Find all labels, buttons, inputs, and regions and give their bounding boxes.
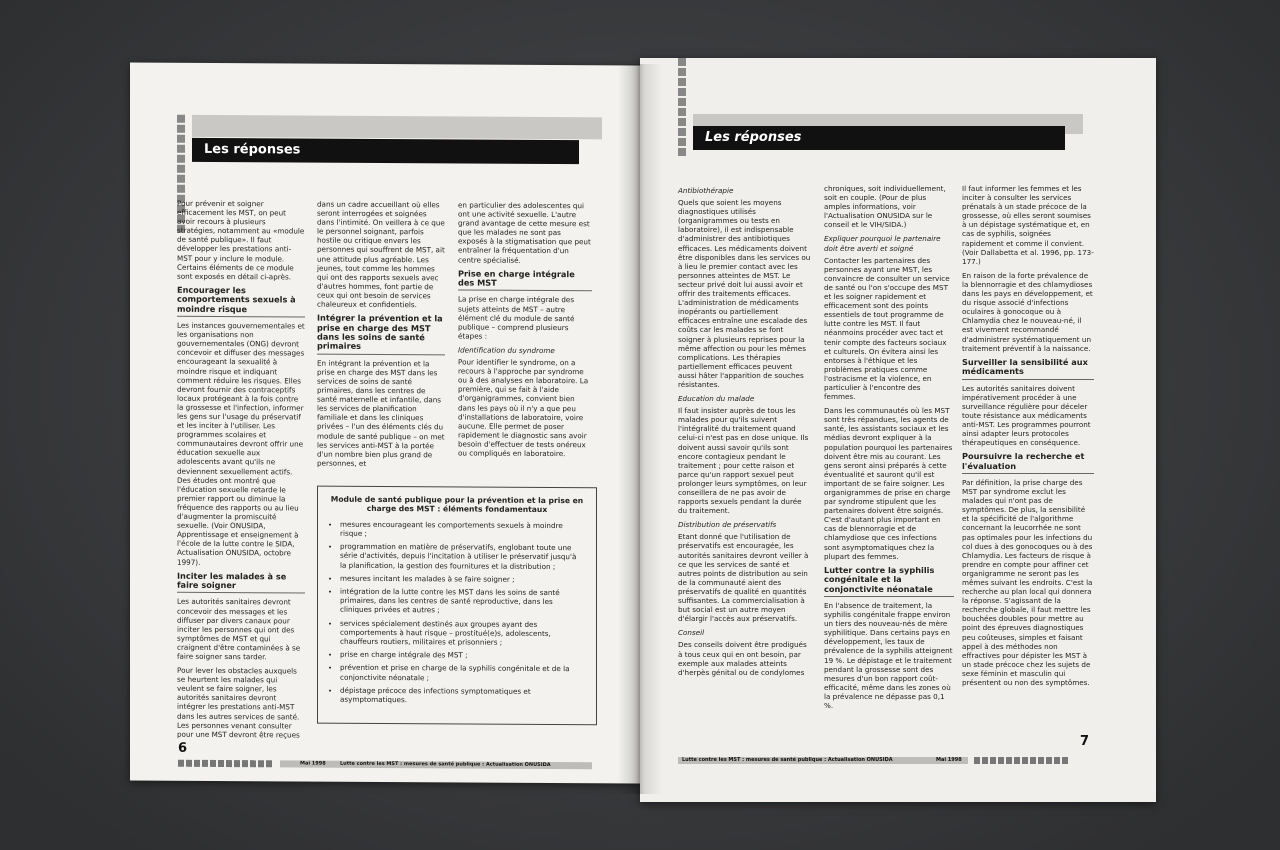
paragraph: Pour identifier le syndrome, on a recours à l'approche par syndrome ou à des analyses en laboratoire. La première, qui se fait à l'aide d'organigrammes, convient bien dans les pays où il n'y a que peu d'installations de laboratoire, voire aucune. Elle permet de poser rapidement le diagnostic sans avoir besoin d'effectuer de tests onéreux ou compliqués en laboratoire. bbox=[458, 357, 589, 459]
left-page bbox=[130, 62, 640, 783]
subheading: Education du malade bbox=[678, 394, 755, 404]
right-page bbox=[640, 58, 1156, 802]
page-number: 6 bbox=[178, 740, 188, 756]
left-col-3 bbox=[458, 200, 592, 463]
heading: Poursuivre la recherche et l'évaluation bbox=[962, 452, 1094, 474]
footer-date: Mai 1998 bbox=[936, 757, 962, 763]
section-header: Les réponses bbox=[192, 138, 579, 164]
heading: Prise en charge intégrale des MST bbox=[458, 269, 592, 292]
heading: Inciter les malades à se faire soigner bbox=[177, 571, 305, 594]
paragraph: Dans les communautés où les MST sont très répandues, les agents de santé, les assistants sociaux et les médias devront expliquer à la population pourquoi les partenaires doivent être mis au courant. Les gens seront ainsi préparés à cette éventualité et sauront qu'il est important de se faire soigner. Les organigrammes de prise en charge par syndrome stipulent que les partenaires doivent être soignés. C'est d'autant plus important en cas de blennorragie et de chlamydiose que ces infections sont asymptomatiques chez la plupart des femmes. bbox=[824, 406, 953, 561]
heading: Encourager les comportements sexuels à moindre risque bbox=[177, 286, 305, 318]
right-col-3 bbox=[962, 184, 1094, 692]
footer-title: Lutte contre les MST : mesures de santé publique : Actualisation ONUSIDA bbox=[340, 760, 551, 769]
heading: Lutter contre la syphilis congénitale et la conjonctivite néonatale bbox=[824, 566, 954, 597]
footer-squares bbox=[974, 757, 1068, 764]
paragraph: Pour lever les obstacles auxquels se heurtent les malades qui veulent se faire soigner, les autorités sanitaires devront intégrer les prestations anti-MST dans les autres services de santé. Les personnes venant consulter pour une MST devront être reçues bbox=[177, 665, 300, 740]
paragraph: Il faut informer les femmes et les inciter à consulter les services prénatals à un stade précoce de la grossesse, où elles seront soumises à un dépistage systématique et, en cas de syphilis, soignées rapidement et comme il convient. (Voir Dallabetta et al. 1996, pp. 173-177.) bbox=[962, 184, 1094, 266]
box-item: • prise en charge intégrale des MST ; bbox=[340, 650, 584, 661]
box-item: • prévention et prise en charge de la syphilis congénitale et de la conjonctivite néonatale ; bbox=[340, 663, 584, 683]
paragraph: dans un cadre accueillant où elles seront interrogées et soignées dans l'intimité. On veillera à ce que le personnel soignant, parfois hostile ou critique envers les personnes qui souffrent de MST, ait une attitude plus agréable. Les jeunes, tout comme les hommes qui ont des rapports sexuels avec d'autres hommes, font partie de ceux qui ont besoin de services chaleureux et confidentiels. bbox=[317, 199, 445, 310]
module-box bbox=[317, 486, 597, 726]
right-col-2 bbox=[824, 184, 954, 715]
subheading: Antibiothérapie bbox=[678, 186, 734, 195]
paragraph: Des conseils doivent être prodigués à tous ceux qui en ont besoin, par exemple aux malades atteints d'herpès génital ou de condylomes bbox=[678, 640, 807, 677]
paragraph: La prise en charge intégrale des sujets atteints de MST – autre élément clé du module de santé publique – comprend plusieurs étapes : bbox=[458, 294, 575, 341]
footer-title: Lutte contre les MST : mesures de santé publique : Actualisation ONUSIDA bbox=[682, 757, 893, 763]
box-item: • mesures incitant les malades à se faire soigner ; bbox=[340, 574, 584, 585]
paragraph: Etant donné que l'utilisation de préservatifs est encouragée, les autorités sanitaires devront veiller à ce que les services de santé et autres points de distribution au sein de la communauté aient des préservatifs de qualité en quantités suffisantes. La commercialisation à but social est un autre moyen d'élargir l'accès aux préservatifs. bbox=[678, 532, 809, 624]
left-col-2 bbox=[317, 200, 445, 474]
paragraph: Il faut insister auprès de tous les malades pour qu'ils suivent l'intégralité du traitement quand celui-ci n'est pas en dose unique. Ils doivent aussi savoir qu'ils sont encore contagieux pendant le traitement ; pour cette raison et parce qu'un rapport sexuel peut prolonger leurs symptômes, on leur conseillera de ne pas avoir de rapports sexuels pendant la durée du traitement. bbox=[678, 406, 809, 516]
subheading: Conseil bbox=[678, 628, 705, 638]
box-item: • programmation en matière de préservatifs, englobant toute une série d'activités, depuis l'incitation à utiliser le préservatif jusqu'à la planification, la gestion des fournitures et la distribution ; bbox=[340, 542, 584, 571]
box-item: • intégration de la lutte contre les MST dans les soins de santé primaires, dans les centres de santé reproductive, dans les cliniques privées et autres ; bbox=[340, 587, 584, 616]
subheading: Identification du syndrome bbox=[458, 345, 555, 355]
heading: Surveiller la sensibilité aux médicaments bbox=[962, 358, 1094, 380]
paragraph: Contacter les partenaires des personnes ayant une MST, les convaincre de consulter un service de santé ou l'on s'occupe des MST et les soigner rapidement et efficacement sont des points essentiels de tout programme de lutte contre les MST. Il faut néanmoins procéder avec tact et tenir compte des facteurs sociaux et culturels. On évitera ainsi les entorses à l'éthique et les problèmes pratiques comme l'ostracisme et la violence, en particulier à l'encontre des femmes. bbox=[824, 255, 950, 402]
paragraph: Les autorités sanitaires doivent impérativement procéder à une surveillance régulière pour déceler toute résistance aux médicaments anti-MST. Les programmes pourront ainsi adapter leurs protocoles thérapeutiques en conséquence. bbox=[962, 383, 1091, 448]
footer-squares bbox=[178, 760, 272, 768]
paragraph: En intégrant la prévention et la prise en charge des MST dans les services de soins de santé primaires, dans les centres de santé maternelle et infantile, dans les services de planification familiale et dans les cliniques privées – l'un des éléments clés du module de santé publique – on met les services anti-MST à la portée d'un nombre bien plus grand de personnes, et bbox=[317, 358, 445, 468]
paragraph: en particulier des adolescentes qui ont une activité sexuelle. L'autre grand avantage de cette mesure est que les malades ne sont pas exposés à la stigmatisation que peut entraîner la fréquentation d'un centre spécialisé. bbox=[458, 200, 591, 265]
section-header: Les réponses bbox=[693, 126, 1065, 150]
intro-paragraph: Pour prévenir et soigner efficacement les MST, on peut avoir recours à plusieurs stratégies, notamment au «module de santé publique». Il faut développer les prestations anti-MST pour y inclure le module. Certains éléments de ce module sont exposés en détail ci-après. bbox=[177, 198, 305, 282]
heading: Intégrer la prévention et la prise en charge des MST dans les soins de santé primaires bbox=[317, 314, 445, 355]
paragraph: Par définition, la prise charge des MST par syndrome exclut les malades qui n'ont pas de symptômes. De plus, la sensibilité et la spécificité de l'algorithme concernant la leucorrhée ne sont pas optimales pour les infections du col dues à des gonocoques ou à des Chlamydia. Les facteurs de risque à prendre en compte pour affiner cet organigramme ne seront pas les mêmes suivant les endroits. C'est la recherche au plan local qui donnera la réponse. S'agissant de la recherche globale, il faut mettre les bouchées doubles pour mettre au point des épreuves diagnostiques peu coûteuses, simples et faisant appel à des méthodes non effractives pour dépister les MST à un stade précoce chez les sujets de sexe féminin et masculin qui présentent ou non des symptômes. bbox=[962, 477, 1093, 688]
paragraph: En raison de la forte prévalence de la blennorragie et des chlamydioses dans les pays en développement, et du risque associé d'infections oculaires à gonocoque ou à Chlamydia chez le nouveau-né, il est vivement recommandé d'administrer systématiquement un traitement préventif à la naissance. bbox=[962, 270, 1093, 353]
box-item: • mesures encourageant les comportements sexuels à moindre risque ; bbox=[340, 520, 584, 540]
footer-bar bbox=[678, 757, 968, 764]
left-col-1 bbox=[177, 199, 305, 745]
box-list bbox=[330, 519, 584, 705]
page-number: 7 bbox=[1080, 734, 1090, 749]
box-item: • services spécialement destinés aux groupes ayant des comportements à haut risque – prostitué(e)s, adolescents, chauffeurs routiers, militaires et prisonniers ; bbox=[340, 618, 584, 647]
paragraph: Les autorités sanitaires devront concevoir des messages et les diffuser par divers canaux pour inciter les personnes qui ont des symptômes de MST et qui craignent d'être contaminées à se faire soigner sans tarder. bbox=[177, 597, 301, 662]
paragraph: Les instances gouvernementales et les organisations non gouvernementales (ONG) devront concevoir et diffuser des messages encourageant la sexualité à moindre risque et indiquant comment réduire les risques. Elles devront fournir des contraceptifs locaux protégeant à la fois contre la grossesse et l'infection, informer les gens sur l'usage du préservatif et les inciter à l'utiliser. Les programmes scolaires et communautaires devront offrir une éducation sexuelle aux adolescents avant qu'ils ne deviennent sexuellement actifs. Des études ont montré que l'éducation sexuelle retarde le premier rapport ou diminue la fréquence des rapports ou au lieu d'augmenter la promiscuité sexuelle. (Voir ONUSIDA, Apprentissage et enseignement à l'école de la lutte contre le SIDA, Actualisation ONUSIDA, octobre 1997). bbox=[177, 320, 305, 567]
subheading: Expliquer pourquoi le partenaire doit être averti et soigné bbox=[824, 234, 941, 253]
paragraph: En l'absence de traitement, la syphilis congénitale frappe environ un tiers des nouveau-nés de mère syphilitique. Dans certains pays en développement, les taux de prévalence de la syphilis atteignent 19 %. Le dépistage et le traitement pendant la grossesse sont des mesures d'un bon rapport coût-efficacité, même dans les zones où la prévalence ne dépasse pas 0,1 %. bbox=[824, 600, 953, 710]
header-squares bbox=[678, 58, 686, 158]
footer-date: Mai 1998 bbox=[300, 760, 326, 767]
box-title: Module de santé publique pour la prévention et la prise en charge des MST : éléments fondamentaux bbox=[330, 494, 584, 515]
right-col-1 bbox=[678, 184, 812, 682]
paragraph: Quels que soient les moyens diagnostiques utilisés (organigrammes ou tests en laboratoire), il est indispensable d'administrer des antibiotiques efficaces. Les médicaments doivent être disponibles dans les services ou à lieu le premier contact avec les personnes atteintes de MST. Le secteur privé doit lui aussi avoir et offrir des traitements efficaces. L'administration de médicaments inopérants ou partiellement efficaces entraîne une escalade des coûts car les malades se font soigner à plusieurs reprises pour la même affection ou pour les mêmes complications. Les thérapies partiellement efficaces peuvent aussi hâter l'apparition de souches résistantes. bbox=[678, 198, 811, 389]
header-band bbox=[192, 115, 602, 140]
box-item: • dépistage précoce des infections symptomatiques et asymptomatiques. bbox=[340, 686, 584, 706]
footer-bar bbox=[280, 760, 592, 769]
paragraph: chroniques, soit individuellement, soit en couple. (Pour de plus amples informations, voir l'Actualisation ONUSIDA sur le conseil et le VIH/SIDA.) bbox=[824, 184, 946, 230]
subheading: Distribution de préservatifs bbox=[678, 520, 777, 530]
